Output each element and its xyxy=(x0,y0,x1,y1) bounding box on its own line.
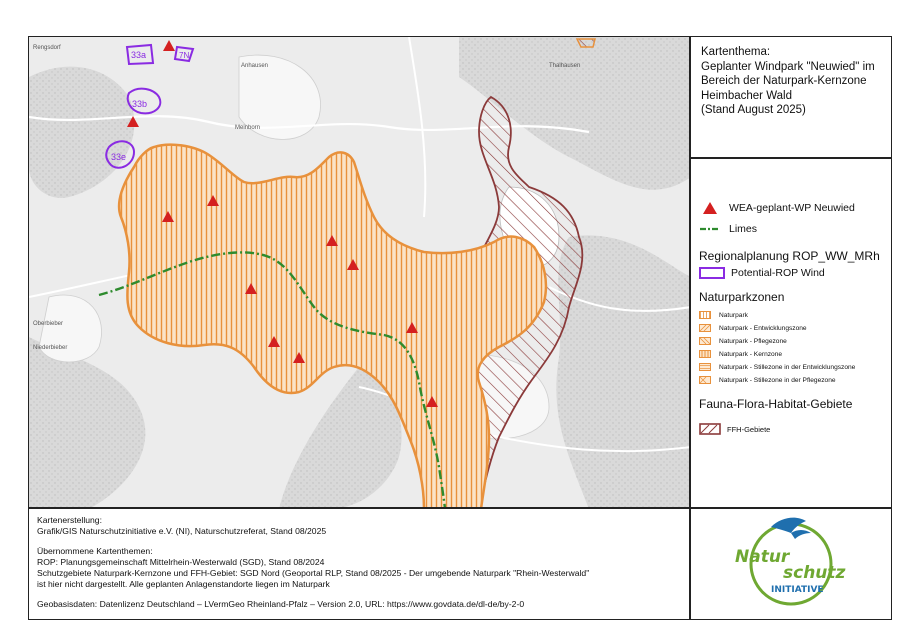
legend-label: Potential-ROP Wind xyxy=(731,267,825,279)
legend-label: Naturpark - Entwicklungszone xyxy=(719,324,807,332)
np-swatch-icon xyxy=(699,363,711,371)
credits-text: Grafik/GIS Naturschutzinitiative e.V. (NI), Naturschutzreferat, Stand 08/2025 xyxy=(37,526,327,536)
legend-item-wea xyxy=(699,201,855,215)
place-label: Thalhausen xyxy=(549,63,581,69)
np-swatch-icon xyxy=(699,350,711,358)
map-canvas[interactable] xyxy=(29,37,690,508)
place-label: Rengsdorf xyxy=(33,45,61,51)
credits-geodata: Geobasisdaten: Datenlizenz Deutschland – LVermGeo Rheinland-Pfalz – Version 2.0, URL: https://www.govdata.de/dl-de/by-2-0 xyxy=(37,599,525,609)
legend-item-rop xyxy=(699,267,825,279)
legend-label: Naturpark - Pflegezone xyxy=(719,337,787,345)
legend-item-np xyxy=(699,363,855,371)
title-line: Heimbacher Wald xyxy=(701,89,792,102)
place-label: Anhausen xyxy=(241,63,269,69)
legend-label: Limes xyxy=(729,223,758,235)
legend-item-limes xyxy=(699,223,757,235)
rop-label: 33b xyxy=(132,99,148,109)
credits-text: Schutzgebiete Naturpark-Kernzone und FFH-Gebiet: SGD Nord (Geoportal RLP, Stand 08/2025 - Der umgebende Naturpark "Rhein-Westerwald" xyxy=(37,568,590,578)
logo-word: schutz xyxy=(783,563,846,583)
np-swatch-icon xyxy=(699,324,711,332)
ffh-swatch-icon xyxy=(699,423,721,435)
naturpark-patch xyxy=(577,39,595,47)
legend-heading-ffh: Fauna-Flora-Habitat-Gebiete xyxy=(699,397,853,411)
legend-label: FFH-Gebiete xyxy=(727,424,771,434)
logo-word: Natur xyxy=(735,547,790,567)
title-line: Geplanter Windpark "Neuwied" im xyxy=(701,60,875,73)
legend-item-np xyxy=(699,376,836,384)
place-label: Meinborn xyxy=(235,125,261,131)
credits-heading: Übernommene Kartenthemen: xyxy=(37,546,153,556)
credits-text: ROP: Planungsgemeinschaft Mittelrhein-Westerwald (SGD), Stand 08/2024 xyxy=(37,557,325,567)
bird-wing-icon xyxy=(791,530,811,539)
map-title-box xyxy=(690,36,892,158)
legend-label: WEA-geplant-WP Neuwied xyxy=(729,202,855,214)
legend-item-np xyxy=(699,311,748,319)
legend-label: Naturpark xyxy=(719,311,748,319)
limes-line-icon xyxy=(699,224,721,234)
title-line: Bereich der Naturpark-Kernzone xyxy=(701,75,867,87)
legend-item-ffh xyxy=(699,423,770,435)
legend-box xyxy=(690,158,892,508)
rop-label: 33e xyxy=(111,152,127,162)
legend-item-np xyxy=(699,337,787,345)
legend-label: Naturpark - Kernzone xyxy=(719,350,783,358)
credits-heading: Kartenerstellung: xyxy=(37,515,102,525)
legend-item-np xyxy=(699,324,807,332)
title-date: (Stand August 2025) xyxy=(701,104,806,116)
np-swatch-icon xyxy=(699,376,711,384)
map-panel[interactable] xyxy=(28,36,690,508)
legend-heading-naturpark: Naturparkzonen xyxy=(699,290,785,304)
np-swatch-icon xyxy=(699,311,711,319)
place-label: Niederbieber xyxy=(33,345,68,351)
place-label: Oberbieber xyxy=(33,321,64,327)
title-label: Kartenthema: xyxy=(701,46,771,58)
credits-box xyxy=(28,508,690,620)
logo-box xyxy=(690,508,892,620)
legend-label: Naturpark - Stillezone in der Entwicklungszone xyxy=(719,363,856,371)
rop-label: 33a xyxy=(131,50,147,60)
legend-label: Naturpark - Stillezone in der Pflegezone xyxy=(719,376,836,384)
credits-text: ist hier nicht dargestellt. Alle geplanten Anlagenstandorte liegen im Naturpark xyxy=(37,579,330,589)
legend-item-np xyxy=(699,350,782,358)
rop-outline-icon xyxy=(699,267,725,279)
rop-label: 7N xyxy=(179,51,190,60)
legend-heading-rop: Regionalplanung ROP_WW_MRh xyxy=(699,249,880,263)
np-swatch-icon xyxy=(699,337,711,345)
logo-word: INITIATIVE xyxy=(771,585,824,595)
wea-triangle-icon xyxy=(699,201,721,215)
